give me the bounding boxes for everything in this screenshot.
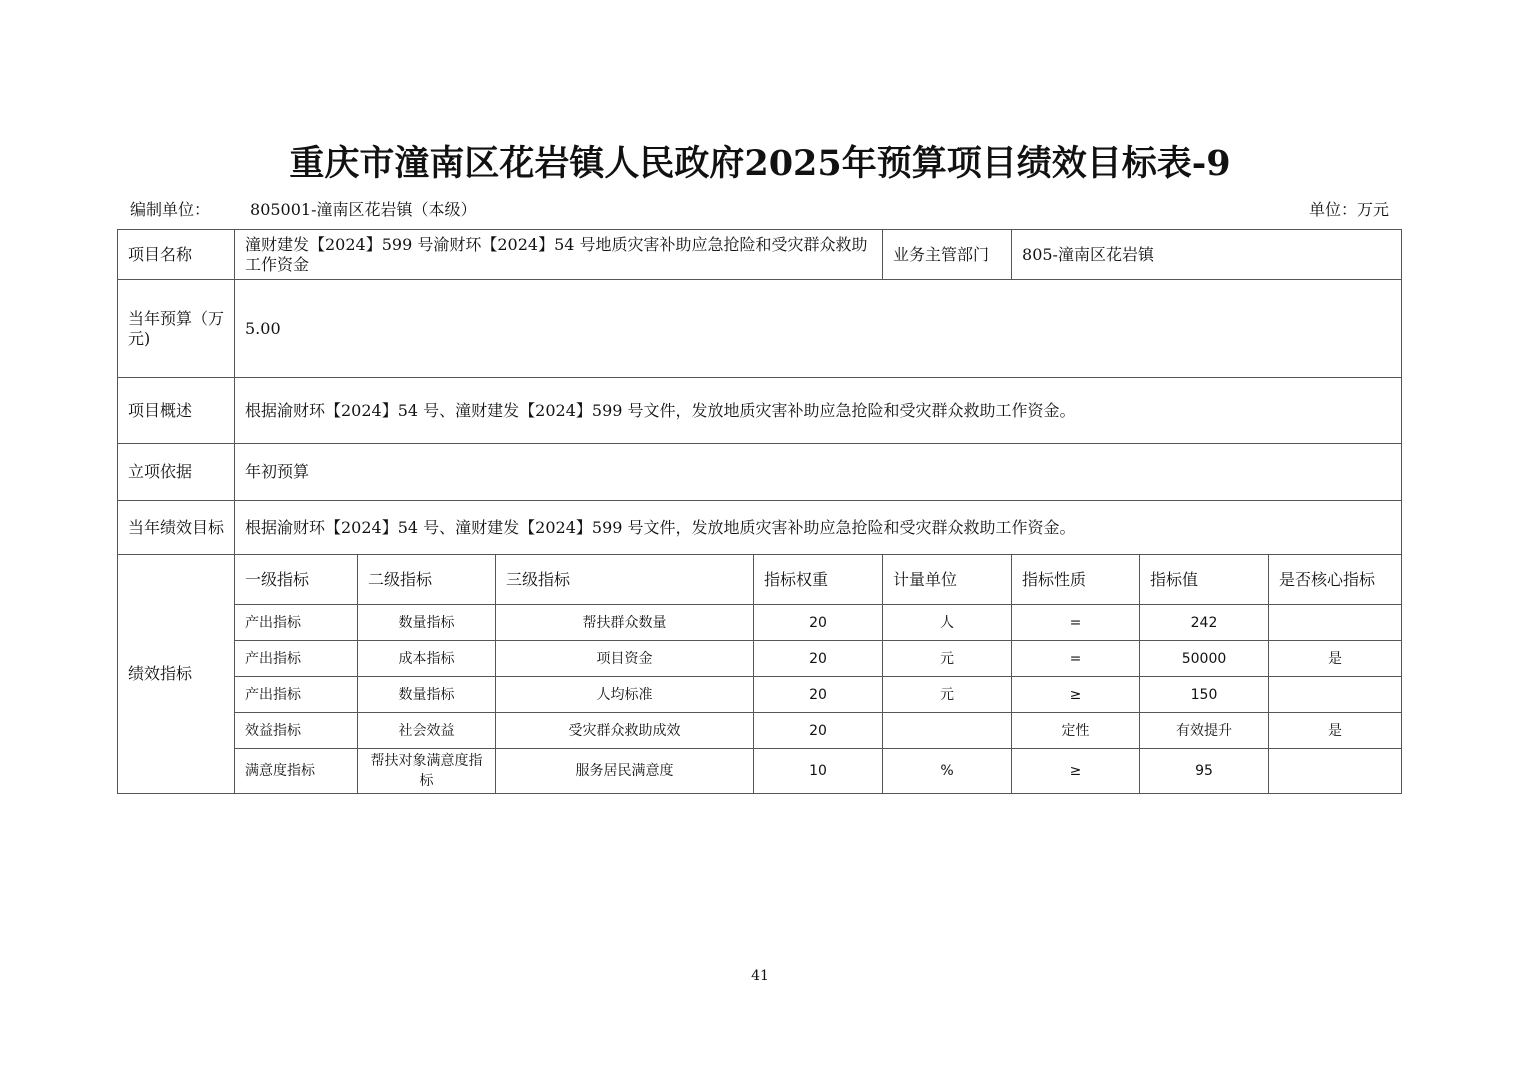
overview-value: 根据渝财环【2024】54 号、潼财建发【2024】599 号文件，发放地质灾害补助应急抢险和受灾群众救助工作资金。 [235,378,1402,444]
table-row [118,677,1402,713]
cell-value: 95 [1140,749,1269,794]
cell-value: 50000 [1140,641,1269,677]
cell-weight: 20 [754,713,883,749]
basis-value: 年初预算 [235,444,1402,501]
cell-unit: 元 [883,641,1012,677]
cell-nature: 定性 [1012,713,1140,749]
cell-weight: 10 [754,749,883,794]
cell-level3: 帮扶群众数量 [496,605,754,641]
performance-table [117,229,1402,794]
cell-core [1269,749,1402,794]
header-value: 指标值 [1140,555,1269,605]
row-basis [118,444,1402,501]
cell-nature: ≥ [1012,677,1140,713]
cell-value: 242 [1140,605,1269,641]
indicators-section-label: 绩效指标 [118,555,235,794]
cell-level3: 项目资金 [496,641,754,677]
header-level2: 二级指标 [358,555,496,605]
goal-value: 根据渝财环【2024】54 号、潼财建发【2024】599 号文件，发放地质灾害补助应急抢险和受灾群众救助工作资金。 [235,501,1402,555]
cell-core: 是 [1269,713,1402,749]
header-nature: 指标性质 [1012,555,1140,605]
cell-level1: 满意度指标 [235,749,358,794]
cell-level1: 产出指标 [235,605,358,641]
cell-core: 是 [1269,641,1402,677]
cell-level3: 受灾群众救助成效 [496,713,754,749]
dept-value: 805-潼南区花岩镇 [1012,230,1402,280]
budget-label: 当年预算（万元) [118,280,235,378]
dept-label: 业务主管部门 [883,230,1012,280]
cell-unit: 人 [883,605,1012,641]
header-weight: 指标权重 [754,555,883,605]
cell-level2: 成本指标 [358,641,496,677]
header-level3: 三级指标 [496,555,754,605]
cell-level2: 社会效益 [358,713,496,749]
cell-unit [883,713,1012,749]
cell-level2: 数量指标 [358,677,496,713]
project-name-value: 潼财建发【2024】599 号渝财环【2024】54 号地质灾害补助应急抢险和受灾群众救助工作资金 [235,230,883,280]
row-goal [118,501,1402,555]
indicator-header-row [118,555,1402,605]
cell-nature: ≥ [1012,749,1140,794]
row-project-name [118,230,1402,280]
cell-level1: 效益指标 [235,713,358,749]
cell-level2: 数量指标 [358,605,496,641]
page-title: 重庆市潼南区花岩镇人民政府2025年预算项目绩效目标表-9 [289,143,1231,184]
compiler-unit [130,197,477,220]
cell-nature: = [1012,641,1140,677]
cell-value: 有效提升 [1140,713,1269,749]
compiler-unit-label: 编制单位： [130,200,211,219]
header-unit: 计量单位 [883,555,1012,605]
compiler-unit-value: 805001-潼南区花岩镇（本级） [250,200,477,219]
header-level1: 一级指标 [235,555,358,605]
header-core: 是否核心指标 [1269,555,1402,605]
cell-level3: 服务居民满意度 [496,749,754,794]
cell-value: 150 [1140,677,1269,713]
overview-label: 项目概述 [118,378,235,444]
cell-level1: 产出指标 [235,641,358,677]
table-row [118,713,1402,749]
cell-weight: 20 [754,677,883,713]
cell-weight: 20 [754,641,883,677]
page-number: 41 [751,968,769,984]
cell-level2: 帮扶对象满意度指标 [358,749,496,794]
table-row [118,641,1402,677]
goal-label: 当年绩效目标 [118,501,235,555]
row-budget [118,280,1402,378]
cell-core [1269,605,1402,641]
cell-level1: 产出指标 [235,677,358,713]
cell-nature: = [1012,605,1140,641]
cell-unit: % [883,749,1012,794]
basis-label: 立项依据 [118,444,235,501]
cell-level3: 人均标准 [496,677,754,713]
cell-core [1269,677,1402,713]
cell-weight: 20 [754,605,883,641]
budget-value: 5.00 [235,280,1402,378]
cell-unit: 元 [883,677,1012,713]
table-row [118,749,1402,794]
currency-unit: 单位：万元 [1308,200,1389,219]
row-overview [118,378,1402,444]
project-name-label: 项目名称 [118,230,235,280]
table-row [118,605,1402,641]
